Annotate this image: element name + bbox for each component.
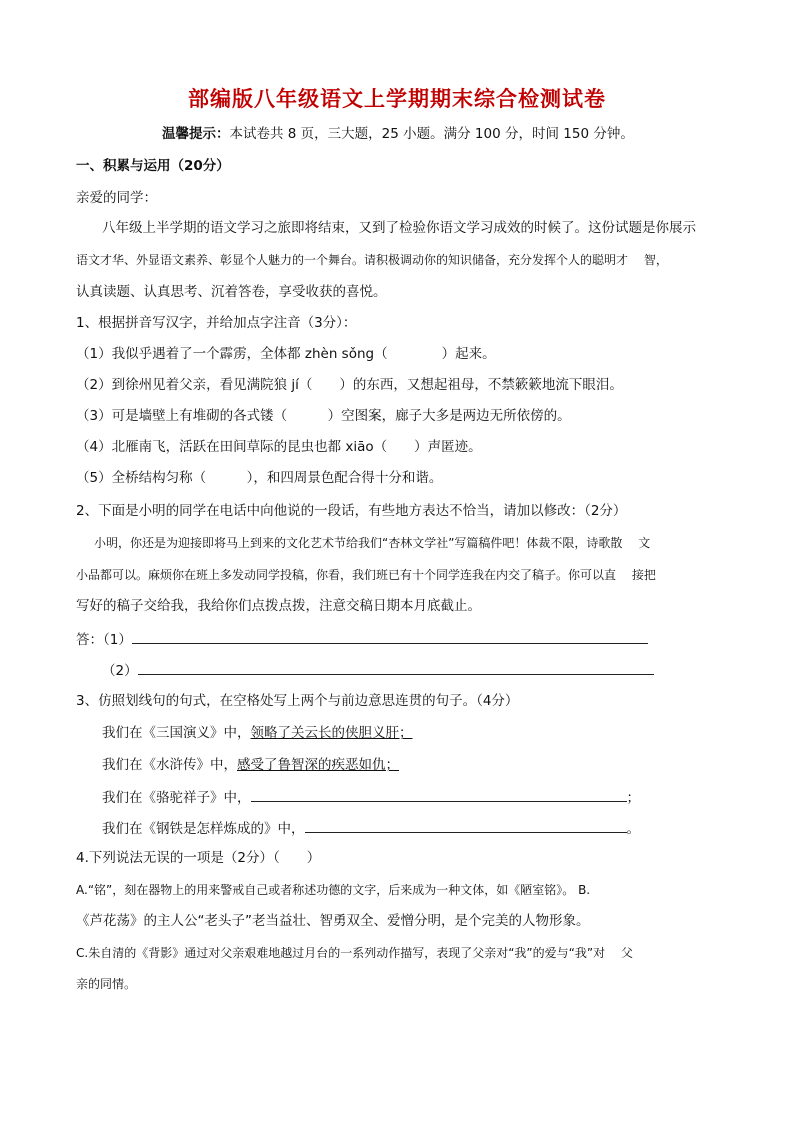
page-title: 部编版八年级语文上学期期末综合检测试卷 <box>188 87 606 111</box>
q3-blank-1[interactable] <box>251 787 627 802</box>
q2-passage-3: 写好的稿子交给我，我给你们点拨点拨，注意交稿日期本月底截止。 <box>76 598 481 614</box>
q4-option-c-cont: 亲的同情。 <box>76 977 137 991</box>
q3-line-2-underlined: 感受了鲁智深的疾恶如仇； <box>237 757 399 773</box>
q3-line-1 <box>102 724 413 742</box>
section-heading: 一、积累与运用（20分） <box>76 158 230 174</box>
q2-passage-1: 小明，你还是为迎接即将马上到来的文化艺术节给我们“杏林文学社”写篇稿件吧！体裁不限，诗歌散 文 <box>94 536 651 550</box>
tip-line <box>162 125 634 143</box>
answer-item-1-label: （1） <box>103 632 132 648</box>
q2-stem: 2、下面是小明的同学在电话中向他说的一段话，有些地方表达不恰当，请加以修改：（2分） <box>76 503 627 519</box>
q3-line-2 <box>102 756 399 774</box>
intro-line-3: 认真读题、认真思考、沉着答卷，享受收获的喜悦。 <box>76 284 387 300</box>
answer-blank-2[interactable] <box>138 660 654 675</box>
q1-stem: 1、根据拼音写汉字，并给加点字注音（3分）： <box>76 315 357 331</box>
q2-passage-2: 小品都可以。麻烦你在班上多发动同学投稿，你看，我们班已有十个同学连我在内交了稿子。你可以直 接把 <box>76 568 656 582</box>
q2-answer-2 <box>102 660 654 680</box>
q1-item-4: （4）北雁南飞，活跃在田间草际的昆虫也都 xiāo（ ）声匿迹。 <box>76 439 482 455</box>
answer-blank-1[interactable] <box>132 629 648 644</box>
tip-label: 温馨提示： <box>162 126 230 142</box>
q3-blank-2[interactable] <box>305 818 627 833</box>
q4-option-a: A.“铭”，刻在器物上的用来警戒自己或者称述功德的文字，后来成为一种文体，如《陋室铭》。 B. <box>76 883 591 897</box>
q1-item-3: （3）可是墙壁上有堆砌的各式镂（ ）空图案，廊子大多是两边无所依傍的。 <box>76 408 571 424</box>
q4-option-c: C.朱自清的《背影》通过对父亲艰难地越过月台的一系列动作描写，表现了父亲对“我”的爱与“我”对 父 <box>76 946 633 960</box>
q4-option-b: 《芦花荡》的主人公“老头子”老当益壮、智勇双全、爱憎分明，是个完美的人物形象。 <box>76 913 590 929</box>
q2-answer-1 <box>76 629 648 649</box>
q1-item-2: （2）到徐州见着父亲，看见满院狼 jí（ ）的东西，又想起祖母，不禁簌簌地流下眼泪。 <box>76 377 623 393</box>
q3-line-3 <box>102 787 640 807</box>
greeting: 亲爱的同学： <box>76 190 157 206</box>
q3-line-4 <box>102 818 640 838</box>
q1-item-5: （5）全桥结构匀称（ ），和四周景色配合得十分和谐。 <box>76 470 443 486</box>
q3-line-3-prefix: 我们在《骆驼祥子》中， <box>102 790 251 806</box>
answer-item-2-label: （2） <box>102 663 138 679</box>
q3-line-1-prefix: 我们在《三国演义》中， <box>102 725 251 741</box>
q4-stem: 4.下列说法无误的一项是（2分）（ ） <box>76 850 321 866</box>
intro-line-2: 语文才华、外显语文素养、彰显个人魅力的一个舞台。请积极调动你的知识储备，充分发挥个人的聪明才 智， <box>76 253 668 267</box>
q3-line-4-prefix: 我们在《钢铁是怎样炼成的》中， <box>102 821 305 837</box>
tip-text: 本试卷共 8 页，三大题，25 小题。满分 100 分，时间 150 分钟。 <box>229 126 634 142</box>
q3-line-4-suffix: 。 <box>626 821 640 837</box>
q3-line-2-prefix: 我们在《水浒传》中， <box>102 757 237 773</box>
q3-stem: 3、仿照划线句的句式，在空格处写上两个与前边意思连贯的句子。（4分） <box>76 693 519 709</box>
intro-line-1: 八年级上半学期的语文学习之旅即将结束，又到了检验你语文学习成效的时候了。这份试题是你展示 <box>102 220 696 236</box>
q3-line-3-suffix: ； <box>626 790 640 806</box>
answer-label: 答： <box>76 632 103 648</box>
q3-line-1-underlined: 领略了关云长的侠胆义肝； <box>250 725 413 741</box>
q1-item-1: （1）我似乎遇着了一个霹雳，全体都 zhèn sǒng（ ）起来。 <box>76 346 496 362</box>
